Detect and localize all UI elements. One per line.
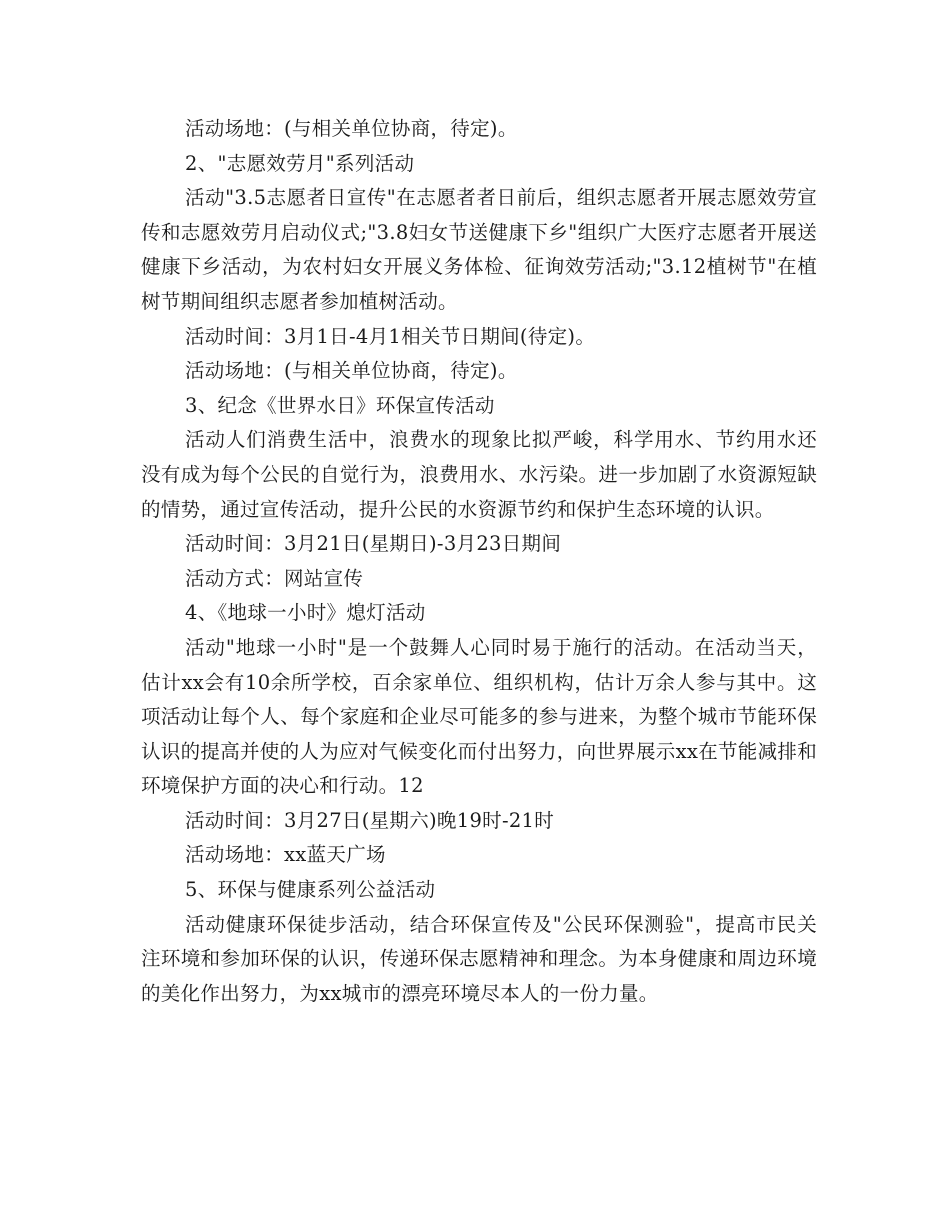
world-water-day-method: 活动方式：网站宣传 [185, 566, 364, 590]
earth-hour-description: 活动"地球一小时"是一个鼓舞人心同时易于施行的活动。在活动当天，估计xx会有10余所学校，百余家单位、组织机构，估计万余人参与其中。这项活动让每个人、每个家庭和企业尽可能多的参与进来，为整个城市节能环保认识的提高并使的人为应对气候变化而付出努力，向世界展示xx在节能减排和环境保护方面的决心和行动。12 [141, 635, 817, 798]
earth-hour-venue: 活动场地：xx蓝天广场 [185, 843, 386, 867]
world-water-day-time: 活动时间：3月21日(星期日)-3月23日期间 [185, 532, 562, 556]
document-body [141, 112, 817, 1011]
volunteer-month-time: 活动时间：3月1日-4月1相关节日期间(待定)。 [185, 324, 596, 348]
health-charity-description: 活动健康环保徒步活动，结合环保宣传及"公民环保测验"，提高市民关注环境和参加环保的认识，传递环保志愿精神和理念。为本身健康和周边环境的美化作出努力，为xx城市的漂亮环境尽本人的一份力量。 [141, 912, 817, 1005]
volunteer-month-description: 活动"3.5志愿者日宣传"在志愿者者日前后，组织志愿者开展志愿效劳宣传和志愿效劳月启动仪式;"3.8妇女节送健康下乡"组织广大医疗志愿者开展送健康下乡活动，为农村妇女开展义务体检、征询效劳活动;"3.12植树节"在植树节期间组织志愿者参加植树活动。 [141, 186, 817, 313]
section-heading-earth-hour: 4、《地球一小时》熄灯活动 [185, 601, 426, 625]
world-water-day-description: 活动人们消费生活中，浪费水的现象比拟严峻，科学用水、节约用水还没有成为每个公民的自觉行为，浪费用水、水污染。进一步加剧了水资源短缺的情势，通过宣传活动，提升公民的水资源节约和保护生态环境的认识。 [141, 428, 817, 521]
earth-hour-time: 活动时间：3月27日(星期六)晚19时-21时 [185, 808, 555, 832]
section-heading-volunteer-month: 2、"志愿效劳月"系列活动 [185, 151, 415, 175]
venue-line-1: 活动场地：(与相关单位协商，待定)。 [185, 117, 518, 140]
section-heading-health-charity: 5、环保与健康系列公益活动 [185, 878, 436, 902]
volunteer-month-venue: 活动场地：(与相关单位协商，待定)。 [185, 359, 518, 383]
section-heading-world-water-day: 3、纪念《世界水日》环保宣传活动 [185, 393, 495, 417]
